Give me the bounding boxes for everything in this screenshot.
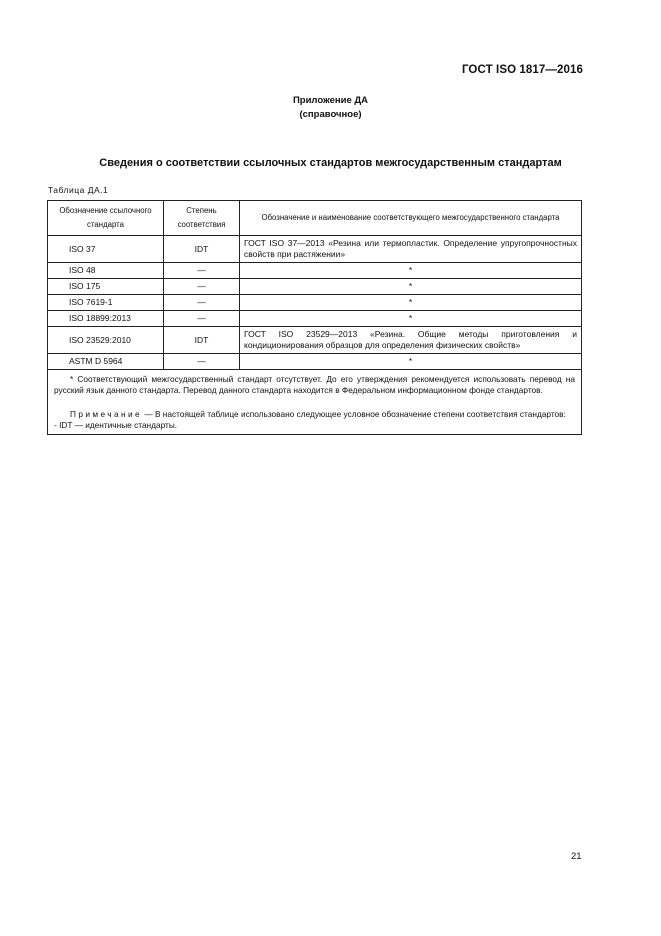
cell-ref: ISO 175 [48, 279, 164, 295]
table-header-row [48, 201, 582, 236]
section-title: Сведения о соответствии ссылочных стандартов межгосударственным стандартам [99, 157, 562, 169]
page-number: 21 [571, 851, 582, 862]
standards-table [47, 200, 582, 435]
note-text: — В настоящей таблице использовано следующее условное обозначение степени соответствия стандартов: [142, 409, 566, 419]
cell-ref: ISO 23529:2010 [48, 327, 164, 354]
cell-degree: IDT [164, 236, 240, 263]
cell-ref: ISO 18899:2013 [48, 311, 164, 327]
cell-ref: ISO 48 [48, 263, 164, 279]
cell-ref: ISO 7619-1 [48, 295, 164, 311]
appendix-subtitle: (справочное) [299, 109, 362, 120]
appendix-title: Приложение ДА [292, 95, 369, 106]
note-label: Примечание [70, 409, 143, 419]
header-reference-standard: Обозначение ссылочного стандарта [48, 201, 164, 236]
cell-degree: — [164, 279, 240, 295]
footnote: * Соответствующий межгосударственный стандарт отсутствует. До его утверждения рекомендуется использовать перевод на русский язык данного стандарта. Перевод данного стандарта находится в Федеральном информационном фонде стандартов. [54, 374, 575, 395]
table-row [48, 295, 582, 311]
cell-ref: ASTM D 5964 [48, 354, 164, 370]
table-row [48, 236, 582, 263]
cell-degree: — [164, 295, 240, 311]
cell-name: * [240, 295, 582, 311]
cell-name: * [240, 263, 582, 279]
cell-degree: — [164, 263, 240, 279]
cell-name: * [240, 311, 582, 327]
header-degree: Степень соответствия [164, 201, 240, 236]
table-row [48, 354, 582, 370]
table-row [48, 263, 582, 279]
cell-name: ГОСТ ISO 37—2013 «Резина или термопластик. Определение упругопрочностных свойств при растяжении» [240, 236, 582, 263]
table-footer [48, 370, 582, 435]
cell-name: * [240, 279, 582, 295]
table-footer-row [48, 370, 582, 435]
cell-name: * [240, 354, 582, 370]
cell-degree: IDT [164, 327, 240, 354]
cell-degree: — [164, 354, 240, 370]
header-interstate-standard: Обозначение и наименование соответствующего межгосударственного стандарта [240, 201, 582, 236]
table-row [48, 311, 582, 327]
note [54, 409, 575, 420]
document-code: ГОСТ ISO 1817—2016 [461, 64, 583, 76]
cell-name: ГОСТ ISO 23529—2013 «Резина. Общие методы приготовления и кондиционирования образцов для определения физических свойств» [240, 327, 582, 354]
table-caption: Таблица ДА.1 [48, 185, 109, 195]
cell-degree: — [164, 311, 240, 327]
cell-ref: ISO 37 [48, 236, 164, 263]
appendix-heading [0, 94, 661, 122]
table-row [48, 327, 582, 354]
note-item: - IDT — идентичные стандарты. [54, 420, 178, 430]
table-row [48, 279, 582, 295]
